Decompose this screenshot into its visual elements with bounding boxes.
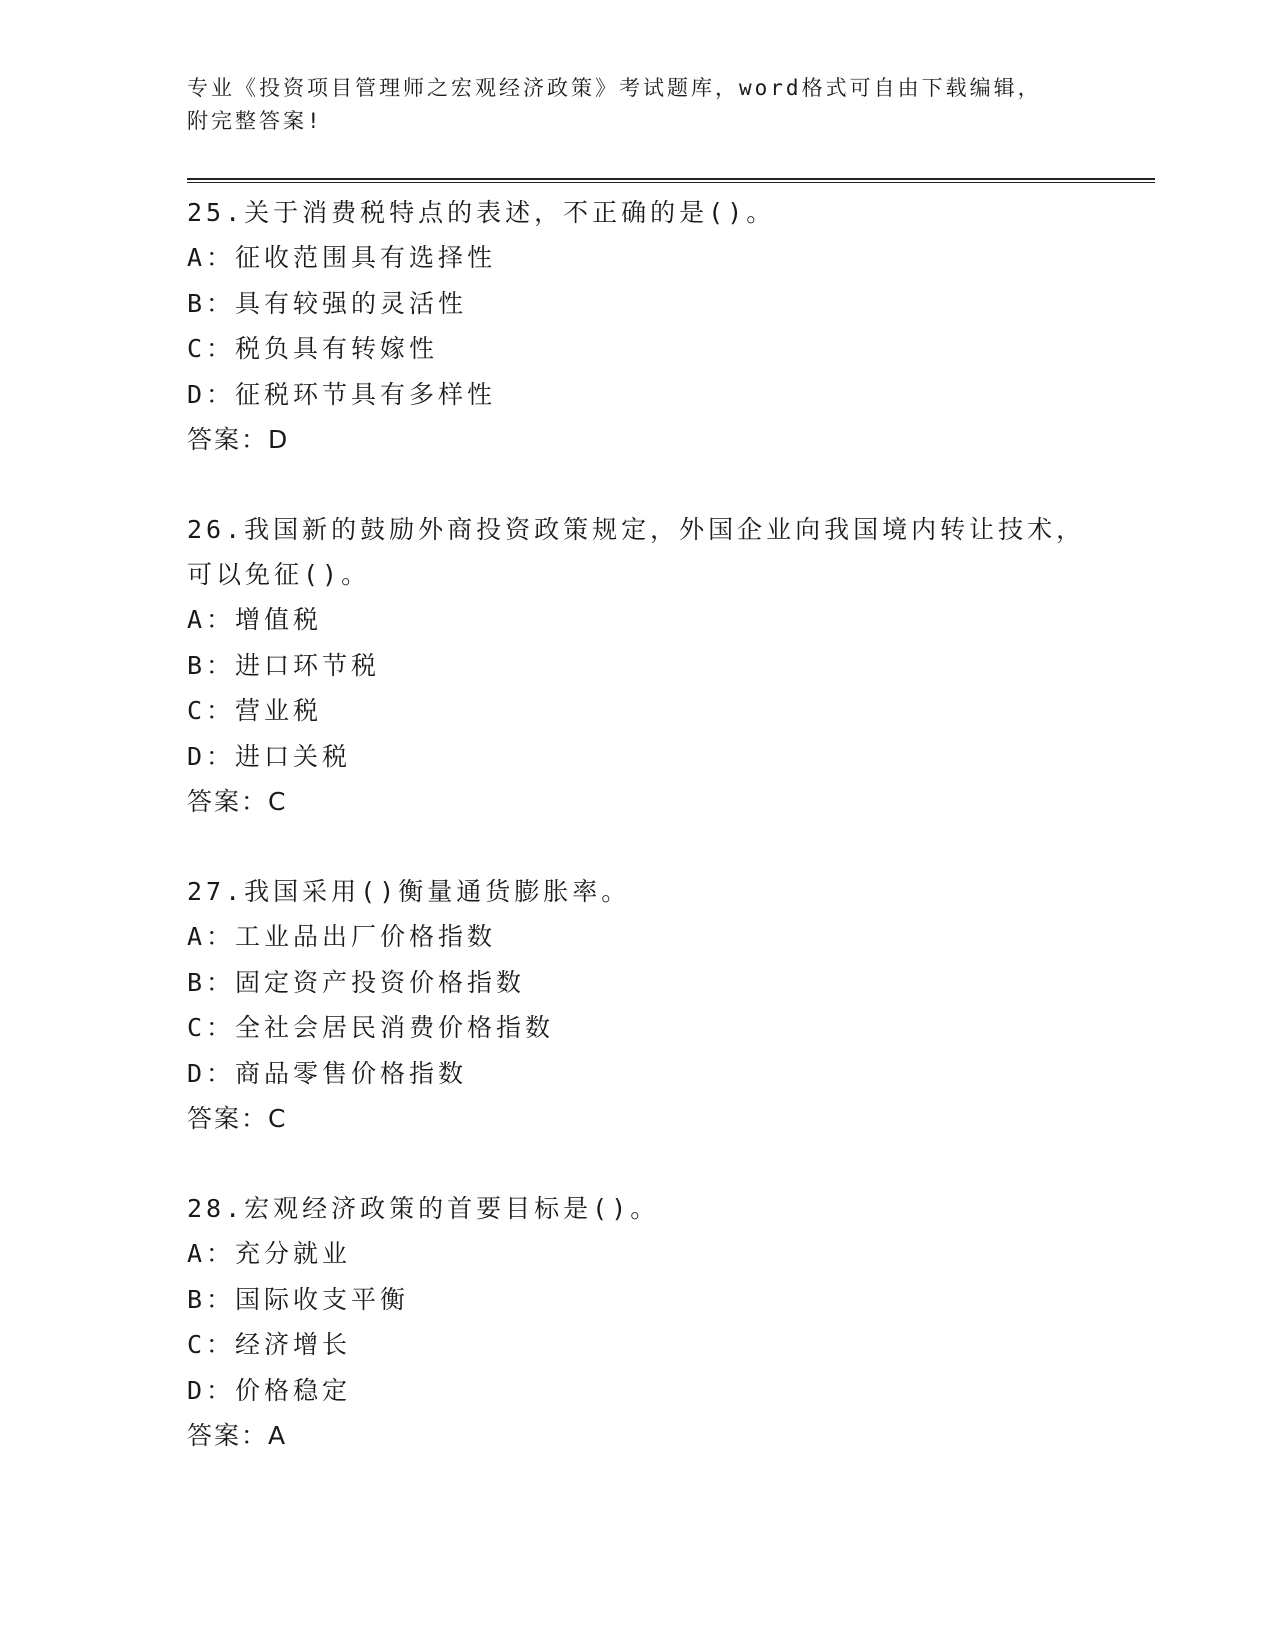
header-divider: [187, 178, 1155, 183]
option-b: B：固定资产投资价格指数: [187, 967, 526, 997]
answer-value: A: [268, 1421, 288, 1450]
option-c: C：经济增长: [187, 1330, 352, 1359]
answer-value: C: [268, 787, 288, 816]
question-text: 27.我国采用()衡量通货膨胀率。: [187, 877, 631, 906]
option-a: A：征收范围具有选择性: [187, 243, 497, 272]
option-b: B：进口环节税: [187, 650, 381, 680]
question-list: [187, 190, 1155, 1503]
answer-label: 答案：: [187, 1421, 269, 1450]
answer-label: 答案：: [187, 787, 269, 816]
option-c: C：税负具有转嫁性: [187, 334, 439, 363]
answer-line: [187, 1096, 1155, 1141]
question-text: 25.关于消费税特点的表述，不正确的是()。: [187, 198, 776, 227]
answer-value: C: [268, 1104, 288, 1133]
answer-line: [187, 779, 1155, 824]
question-text-continued: 可以免征()。: [187, 560, 371, 589]
question-25: [187, 190, 1155, 462]
answer-label: 答案：: [187, 1104, 269, 1133]
option-a: A：充分就业: [187, 1239, 352, 1268]
answer-value: D: [268, 425, 290, 454]
option-b: B：具有较强的灵活性: [187, 288, 468, 318]
header-line-2: 附完整答案!: [187, 109, 323, 133]
option-c: C：全社会居民消费价格指数: [187, 1013, 555, 1042]
question-text: 26.我国新的鼓励外商投资政策规定，外国企业向我国境内转让技术，: [187, 515, 1086, 544]
option-d: D：商品零售价格指数: [187, 1058, 468, 1088]
option-d: D：进口关税: [187, 741, 352, 771]
answer-label: 答案：: [187, 425, 269, 454]
question-28: [187, 1186, 1155, 1458]
answer-line: [187, 417, 1155, 462]
question-text: 28.宏观经济政策的首要目标是()。: [187, 1194, 660, 1223]
option-b: B：国际收支平衡: [187, 1284, 410, 1314]
option-d: D：价格稳定: [187, 1375, 352, 1405]
question-27: [187, 869, 1155, 1141]
option-d: D：征税环节具有多样性: [187, 379, 497, 409]
option-a: A：增值税: [187, 605, 323, 634]
header-line-1: 专业《投资项目管理师之宏观经济政策》考试题库，word格式可自由下载编辑，: [187, 76, 1042, 100]
question-26: [187, 507, 1155, 824]
document-header: [187, 72, 1087, 138]
option-a: A：工业品出厂价格指数: [187, 922, 497, 951]
answer-line: [187, 1413, 1155, 1458]
option-c: C：营业税: [187, 696, 323, 725]
